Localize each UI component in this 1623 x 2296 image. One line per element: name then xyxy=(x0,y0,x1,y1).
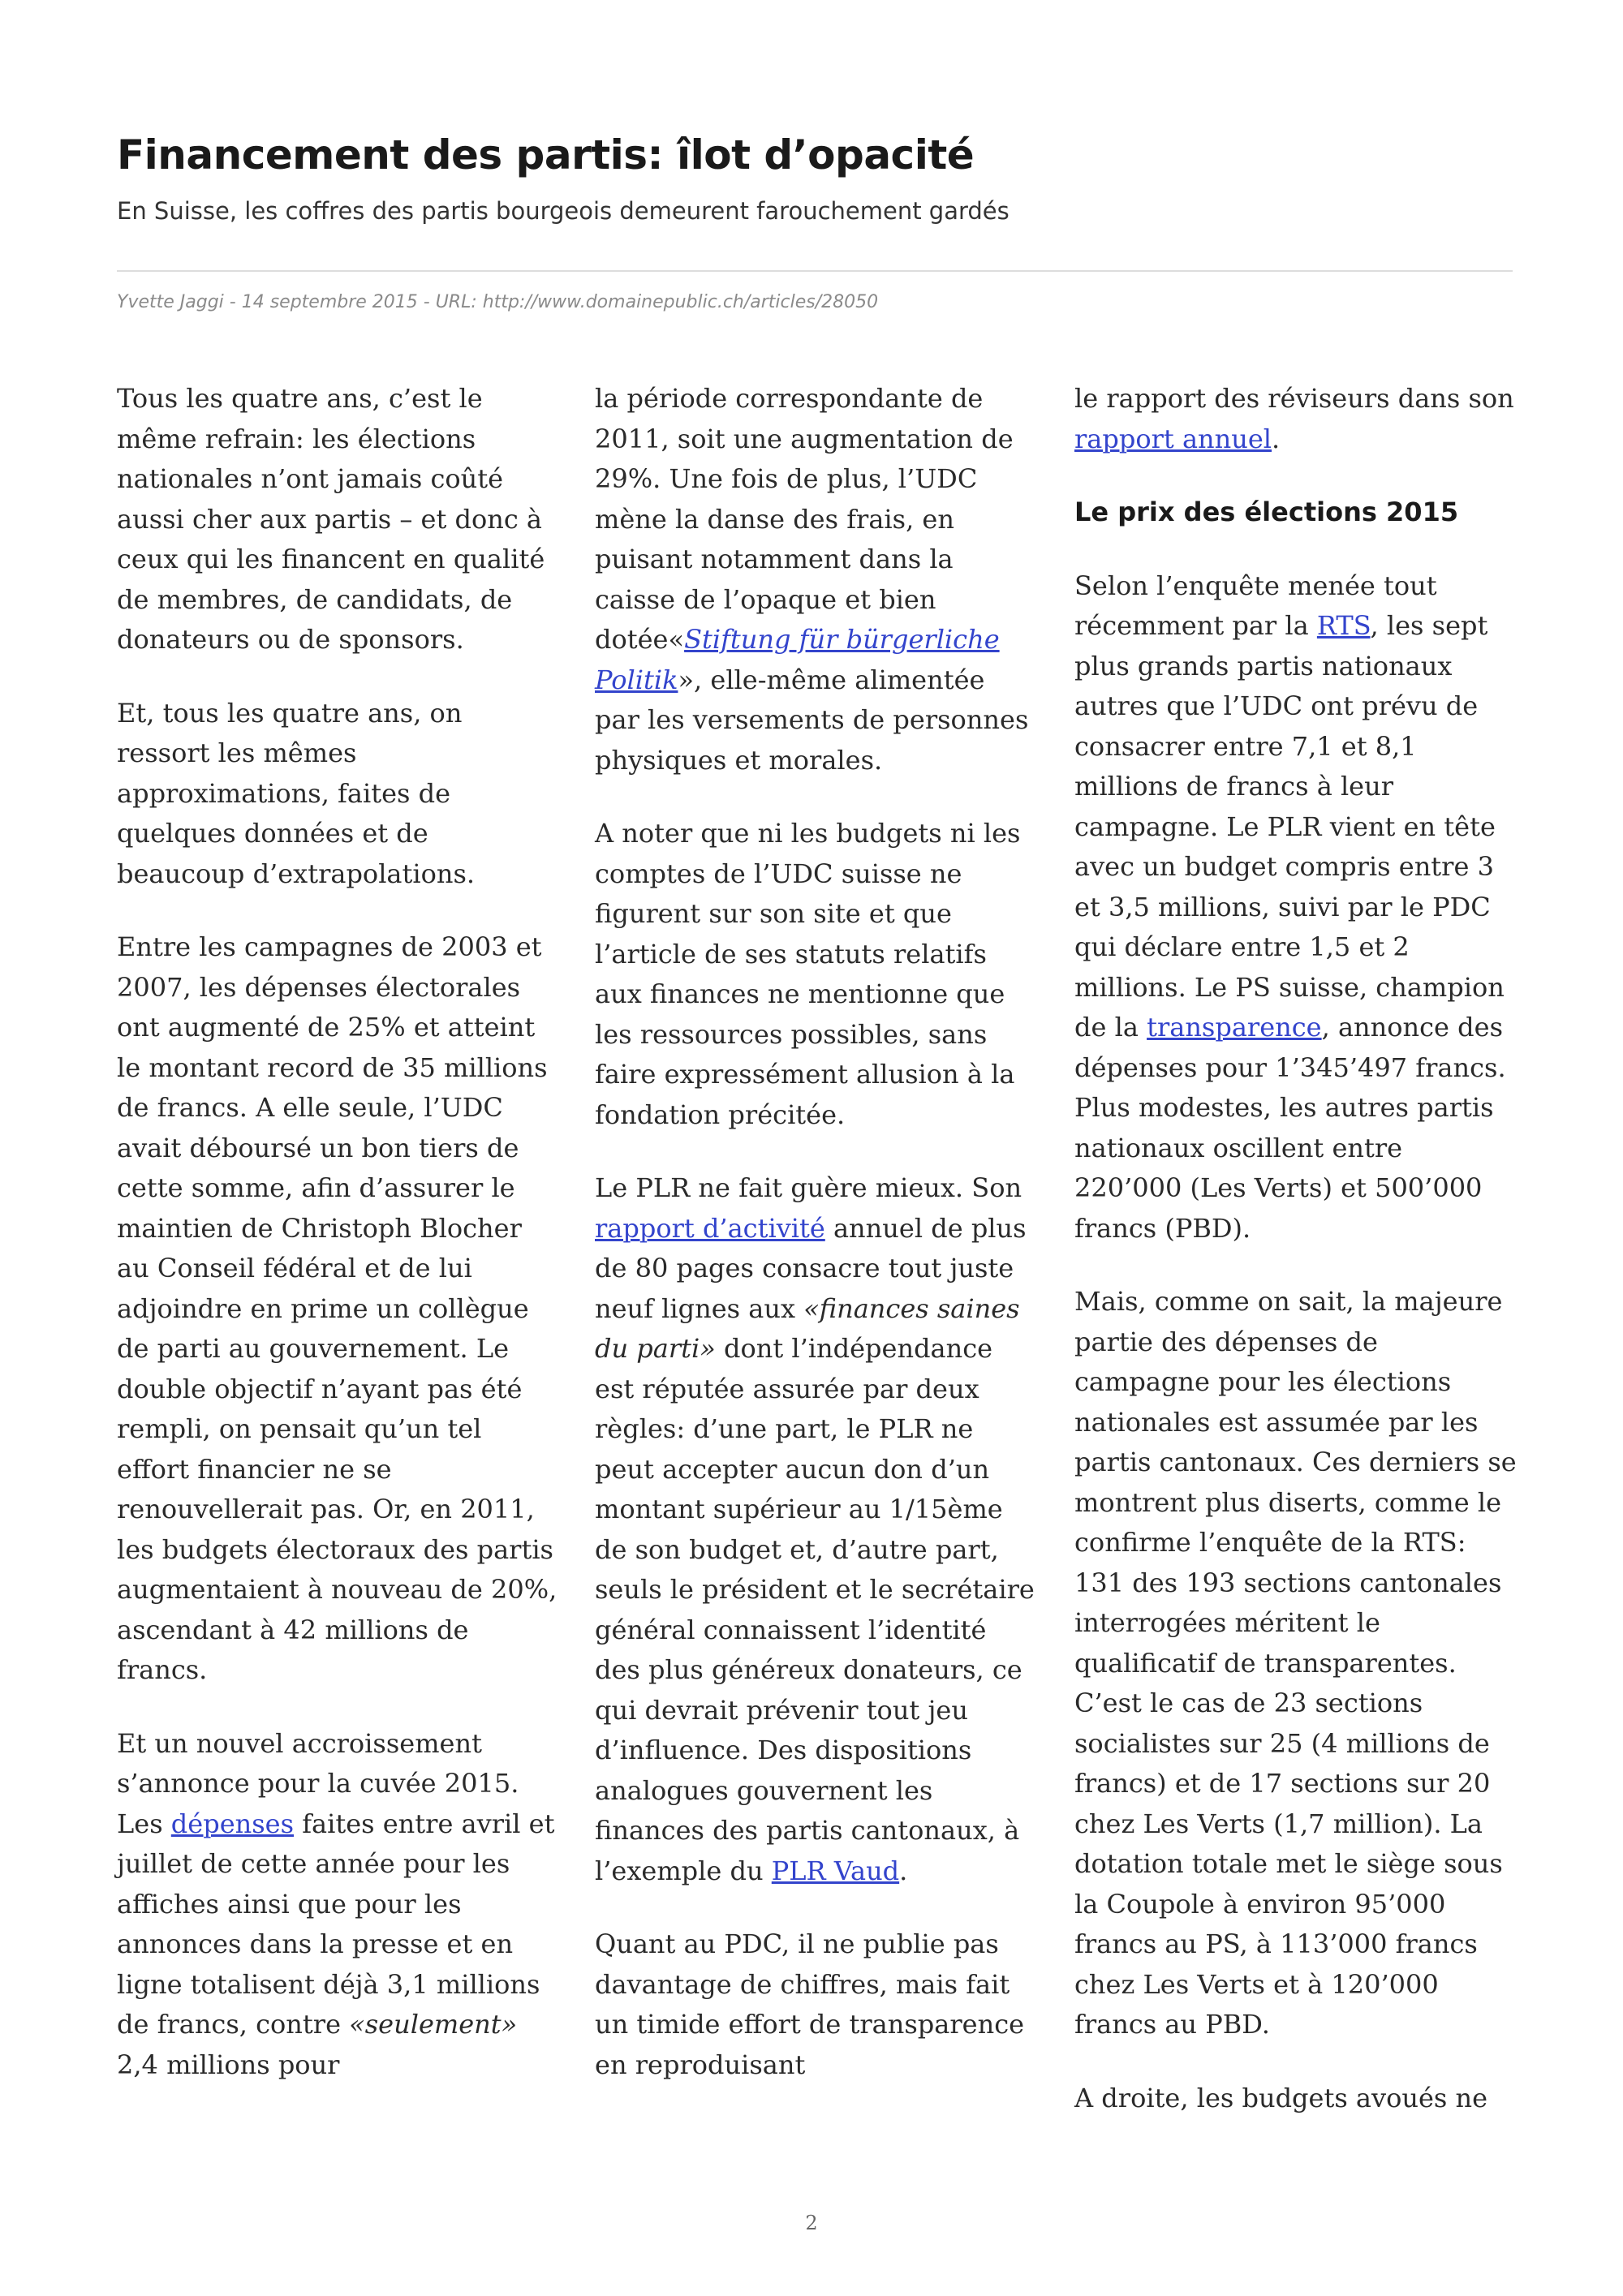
paragraph xyxy=(1074,566,1517,1249)
paragraph: Tous les quatre ans, c’est le même refrain: les élections nationales n’ont jamais coûté aussi cher aux partis – et donc à ceux qui les financent en qualité de membres, de candidats, de donateurs ou de sponsors. xyxy=(117,383,545,655)
quote-emphasis: «seulement» xyxy=(349,2009,518,2040)
text-run: Le PLR ne fait guère mieux. Son xyxy=(595,1172,1022,1203)
paragraph xyxy=(117,1724,559,2086)
text-run: faites entre avril et juillet de cette année pour les affiches ainsi que pour les annonces dans la presse et en ligne totalisent déjà 3,1 millions de francs, contre xyxy=(117,1808,555,2040)
paragraph: Quant au PDC, il ne publie pas davantage de chiffres, mais fait un timide effort de transparence en reproduisant xyxy=(595,1928,1025,2080)
article-header xyxy=(117,130,1513,227)
column-3 xyxy=(1074,379,1517,2152)
link-transparence[interactable]: transparence xyxy=(1147,1012,1322,1043)
article-subtitle: En Suisse, les coffres des partis bourgeois demeurent farouchement gardés xyxy=(117,197,1010,225)
paragraph: Et, tous les quatre ans, on ressort les mêmes approximations, faites de quelques données et de beaucoup d’extrapolations. xyxy=(117,697,476,889)
paragraph xyxy=(1074,379,1517,459)
section-heading: Le prix des élections 2015 xyxy=(1074,497,1459,527)
paragraph xyxy=(595,379,1037,780)
paragraph: A droite, les budgets avoués ne xyxy=(1074,2082,1488,2113)
column-2 xyxy=(595,379,1037,2118)
paragraph: Entre les campagnes de 2003 et 2007, les dépenses électorales ont augmenté de 25% et atteint le montant record de 35 millions de francs. A elle seule, l’UDC avait déboursé un bon tiers de cette somme, afin d’assurer le maintien de Christoph Blocher au Conseil fédéral et de lui adjoindre en prime un collègue de parti au gouvernement. Le double objectif n’ayant pas été rempli, on pensait qu’un tel effort financier ne se renouvellerait pas. Or, en 2011, les budgets électoraux des partis augmentaient à nouveau de 20%, ascendant à 42 millions de francs. xyxy=(117,931,558,1685)
paragraph xyxy=(595,1168,1037,1891)
column-1 xyxy=(117,379,559,2118)
text-run: , annonce des dépenses pour 1’345’497 francs. Plus modestes, les autres partis nationaux oscillent entre 220’000 (Les Verts) et 500’000 francs (PBD). xyxy=(1074,1012,1506,1244)
link-plr-vaud[interactable]: PLR Vaud xyxy=(771,1855,900,1886)
text-run: dont l’indépendance est réputée assurée par deux règles: d’une part, le PLR ne peut accepter aucun don d’un montant supérieur au 1/15ème de son budget et, d’autre part, seuls le président et le secrétaire général connaissent l’identité des plus généreux donateurs, ce qui devrait prévenir tout jeu d’influence. Des dispositions analogues gouvernent les finances des partis cantonaux, à l’exemple du xyxy=(595,1333,1035,1886)
text-run: la période correspondante de 2011, soit une augmentation de 29%. Une fois de plus, l’UDC mène la danse des frais, en puisant notamment dans la caisse de l’opaque et bien dotée« xyxy=(595,383,1014,655)
paragraph: Mais, comme on sait, la majeure partie des dépenses de campagne pour les élections nationales est assumée par les partis cantonaux. Ces derniers se montrent plus diserts, comme le confirme l’enquête de la RTS: 131 des 193 sections cantonales interrogées méritent le qualificatif de transparentes. C’est le cas de 23 sections socialistes sur 25 (4 millions de francs) et de 17 sections sur 20 chez Les Verts (1,7 million). La dotation totale met le siège sous la Coupole à environ 95’000 francs au PS, à 113’000 francs chez Les Verts et à 120’000 francs au PBD. xyxy=(1074,1286,1517,2040)
link-rapport-annuel[interactable]: rapport annuel xyxy=(1074,423,1272,454)
page-number: 2 xyxy=(805,2212,818,2234)
link-rts[interactable]: RTS xyxy=(1316,610,1371,641)
text-run: . xyxy=(1272,423,1281,454)
text-run: le rapport des réviseurs dans son xyxy=(1074,383,1514,414)
link-text: Stiftung für bürgerliche Politik xyxy=(595,624,1000,695)
quote-emphasis: «finances saines du parti» xyxy=(595,1292,1020,1364)
text-run: . xyxy=(899,1855,908,1886)
link-depenses[interactable]: dépenses xyxy=(170,1808,295,1839)
paragraph: A noter que ni les budgets ni les comptes de l’UDC suisse ne figurent sur son site et que l’article de ses statuts relatifs aux finances ne mentionne que les ressources possibles, sans faire expressément allusion à la fondation précitée. xyxy=(595,818,1021,1130)
text-run: annuel de plus de 80 pages consacre tout juste neuf lignes aux xyxy=(595,1212,1027,1324)
article-title: Financement des partis: îlot d’opacité xyxy=(117,131,975,178)
text-run: », elle-même alimentée par les versements de personnes physiques et morales. xyxy=(595,664,1029,776)
text-run: , les sept plus grands partis nationaux autres que l’UDC ont prévu de consacrer entre 7,1 et 8,1 millions de francs à leur campagne. Le PLR vient en tête avec un budget compris entre 3 et 3,5 millions, suivi par le PDC qui déclare entre 1,5 et 2 millions. Le PS suisse, champion de la xyxy=(1074,610,1505,1043)
text-run: Et un nouvel accroissement s’annonce pour la cuvée 2015. Les xyxy=(117,1727,519,1839)
text-run: 2,4 millions pour xyxy=(117,2049,340,2080)
header-divider xyxy=(117,270,1513,272)
text-run: Selon l’enquête menée tout récemment par la xyxy=(1074,570,1437,641)
article-byline: Yvette Jaggi - 14 septembre 2015 - URL: http://www.domainepublic.ch/articles/28050 xyxy=(117,292,879,312)
link-rapport-activite[interactable]: rapport d’activité xyxy=(595,1212,825,1244)
